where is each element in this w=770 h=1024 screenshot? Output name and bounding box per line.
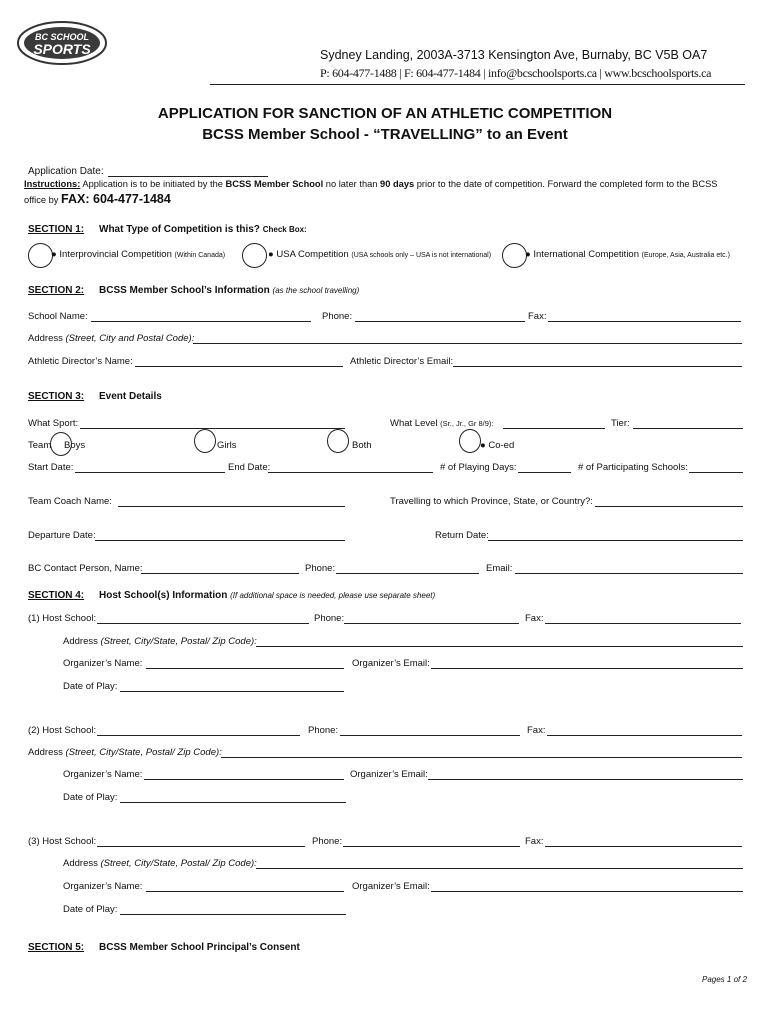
fax-number: FAX: 604-477-1484 — [61, 192, 171, 206]
host-2-address-word: Address — [28, 747, 63, 758]
host-3-address-label — [63, 858, 257, 869]
check-box-hint: Check Box: — [262, 225, 307, 234]
bc-contact-email-field[interactable] — [515, 573, 743, 574]
section-5-title: BCSS Member School Principal’s Consent — [99, 942, 300, 953]
svg-text:BC SCHOOL: BC SCHOOL — [35, 32, 89, 42]
host-2-org-name-label: Organizer’s Name: — [63, 769, 143, 780]
host-1-address-note: (Street, City/State, Postal/ Zip Code): — [100, 636, 257, 647]
host-2-org-name-field[interactable] — [144, 779, 344, 780]
ad-email-label: Athletic Director’s Email: — [350, 356, 454, 367]
school-name-field[interactable] — [91, 321, 311, 322]
bc-contact-email-label: Email: — [486, 563, 513, 574]
host-3-fax-label: Fax: — [525, 836, 544, 847]
header-contact: P: 604-477-1488 | F: 604-477-1484 | info@bcschoolsports.ca | www.bcschoolsports.ca — [320, 66, 712, 80]
host-2-label: (2) Host School: — [28, 725, 97, 736]
section-1-title — [99, 224, 307, 235]
what-level-note: (Sr., Jr., Gr 8/9): — [440, 419, 494, 428]
team-label: Team — [28, 440, 52, 451]
international-note: (Europe, Asia, Australia etc.) — [641, 252, 730, 259]
playing-days-label: # of Playing Days: — [440, 462, 517, 473]
usa-option — [268, 249, 491, 260]
section-4-label: SECTION 4: — [28, 590, 85, 601]
instructions-label: Instructions: — [24, 179, 81, 189]
host-2-phone-label: Phone: — [308, 725, 339, 736]
host-3-address-word: Address — [63, 858, 98, 869]
host-3-fax-field[interactable] — [545, 846, 742, 847]
boys-label: Boys — [64, 440, 86, 451]
interprovincial-option — [51, 249, 225, 260]
ad-name-field[interactable] — [135, 366, 343, 367]
host-1-org-name-field[interactable] — [146, 668, 344, 669]
host-1-org-name-label: Organizer’s Name: — [63, 658, 143, 669]
playing-days-field[interactable] — [518, 472, 571, 473]
section-4-title-text: Host School(s) Information — [99, 590, 228, 601]
end-date-field[interactable] — [268, 472, 433, 473]
coach-label: Team Coach Name: — [28, 496, 112, 507]
host-1-address-label — [63, 636, 257, 647]
usa-label: ● USA Competition — [268, 249, 349, 260]
section-5-label: SECTION 5: — [28, 942, 85, 953]
section-1-title-text: What Type of Competition is this? — [99, 224, 260, 235]
coed-label: ● Co-ed — [480, 440, 515, 451]
section-4-title — [99, 590, 435, 601]
both-label: Both — [352, 440, 372, 451]
host-2-org-email-field[interactable] — [428, 779, 743, 780]
tier-field[interactable] — [633, 428, 743, 429]
form-subtitle: BCSS Member School - “TRAVELLING” to an Event — [202, 126, 568, 143]
school-fax-field[interactable] — [548, 321, 741, 322]
host-3-org-email-field[interactable] — [431, 891, 743, 892]
logo-emblem — [17, 20, 107, 66]
departure-label: Departure Date: — [28, 530, 96, 541]
participating-schools-label: # of Participating Schools: — [578, 462, 688, 473]
host-1-address-field[interactable] — [256, 646, 743, 647]
host-3-date-label: Date of Play: — [63, 904, 118, 915]
host-3-org-email-label: Organizer’s Email: — [352, 881, 430, 892]
girls-label: Girls — [217, 440, 237, 451]
host-3-date-field[interactable] — [120, 914, 346, 915]
bcss-logo — [17, 20, 107, 66]
tier-label: Tier: — [611, 418, 630, 429]
bc-contact-label: BC Contact Person, Name: — [28, 563, 143, 574]
ad-name-label: Athletic Director’s Name: — [28, 356, 133, 367]
section-3-title: Event Details — [99, 391, 162, 402]
host-3-address-field[interactable] — [256, 868, 743, 869]
school-phone-field[interactable] — [355, 321, 525, 322]
host-1-field[interactable] — [97, 623, 309, 624]
section-2-label: SECTION 2: — [28, 285, 85, 296]
host-1-label: (1) Host School: — [28, 613, 97, 624]
host-3-field[interactable] — [97, 846, 305, 847]
host-3-org-name-field[interactable] — [146, 891, 344, 892]
usa-note: (USA schools only – USA is not international) — [351, 252, 492, 259]
travelling-field[interactable] — [595, 506, 743, 507]
host-2-org-email-label: Organizer’s Email: — [350, 769, 428, 780]
school-address-label — [28, 333, 194, 344]
boys-checkbox[interactable] — [50, 432, 72, 456]
start-date-label: Start Date: — [28, 462, 74, 473]
girls-checkbox[interactable] — [194, 429, 216, 453]
usa-checkbox[interactable] — [242, 243, 267, 268]
what-level-field[interactable] — [503, 428, 605, 429]
address-word: Address — [28, 333, 63, 344]
interprovincial-checkbox[interactable] — [28, 243, 53, 268]
school-phone-label: Phone: — [322, 311, 353, 322]
host-1-fax-label: Fax: — [525, 613, 544, 624]
address-note: (Street, City and Postal Code): — [65, 333, 195, 344]
page-number: Pages 1 of 2 — [702, 975, 747, 984]
host-3-label: (3) Host School: — [28, 836, 97, 847]
header-address: Sydney Landing, 2003A-3713 Kensington Ave, Burnaby, BC V5B OA7 — [320, 48, 708, 62]
return-label: Return Date: — [435, 530, 489, 541]
participating-schools-field[interactable] — [689, 472, 743, 473]
host-2-date-label: Date of Play: — [63, 792, 118, 803]
international-checkbox[interactable] — [502, 243, 527, 268]
start-date-field[interactable] — [75, 472, 225, 473]
host-3-phone-field[interactable] — [343, 846, 520, 847]
host-2-fax-field[interactable] — [547, 735, 742, 736]
application-date-field[interactable] — [108, 176, 268, 177]
host-1-org-email-label: Organizer’s Email: — [352, 658, 430, 669]
section-2-title-text: BCSS Member School’s Information — [99, 285, 270, 296]
section-3-label: SECTION 3: — [28, 391, 85, 402]
travelling-label: Travelling to which Province, State, or Country?: — [390, 496, 593, 507]
instructions — [24, 179, 718, 189]
instructions-text-2: no later than — [323, 179, 381, 189]
section-2-note: (as the school travelling) — [272, 286, 360, 295]
what-sport-label: What Sport: — [28, 418, 79, 429]
instructions-text-3: prior to the date of competition. Forward the completed form to the BCSS — [414, 179, 718, 189]
host-1-phone-field[interactable] — [344, 623, 519, 624]
school-name-label: School Name: — [28, 311, 88, 322]
coach-field[interactable] — [118, 506, 345, 507]
section-2-title — [99, 285, 359, 296]
host-2-address-note: (Street, City/State, Postal/ Zip Code): — [65, 747, 222, 758]
svg-text:SPORTS: SPORTS — [33, 41, 91, 57]
bc-contact-phone-field[interactable] — [336, 573, 479, 574]
interprovincial-note: (Within Canada) — [174, 252, 226, 259]
host-2-address-label — [28, 747, 222, 758]
coed-checkbox[interactable] — [459, 429, 481, 453]
host-3-org-name-label: Organizer’s Name: — [63, 881, 143, 892]
host-2-address-field[interactable] — [221, 757, 742, 758]
office-by-text: office by — [24, 195, 62, 205]
host-3-phone-label: Phone: — [312, 836, 343, 847]
section-1-label: SECTION 1: — [28, 224, 85, 235]
host-3-address-note: (Street, City/State, Postal/ Zip Code): — [100, 858, 257, 869]
form-title: APPLICATION FOR SANCTION OF AN ATHLETIC COMPETITION — [157, 105, 613, 122]
school-address-field[interactable] — [193, 343, 742, 344]
end-date-label: End Date: — [228, 462, 271, 473]
host-2-phone-field[interactable] — [340, 735, 520, 736]
bc-contact-phone-label: Phone: — [305, 563, 336, 574]
school-fax-label: Fax: — [528, 311, 547, 322]
instructions-text-1: Application is to be initiated by the — [80, 179, 226, 189]
instructions-bold-2: 90 days — [380, 179, 415, 189]
host-1-phone-label: Phone: — [314, 613, 345, 624]
application-date-label: Application Date: — [28, 166, 104, 177]
what-level-word: What Level — [390, 418, 438, 429]
instructions-bold-1: BCSS Member School — [225, 179, 324, 189]
both-checkbox[interactable] — [327, 429, 349, 453]
host-2-date-field[interactable] — [120, 802, 346, 803]
ad-email-field[interactable] — [453, 366, 742, 367]
section-4-note: (If additional space is needed, please use separate sheet) — [230, 591, 436, 600]
header-rule — [210, 84, 745, 85]
host-1-date-field[interactable] — [120, 691, 344, 692]
what-level-label — [390, 418, 494, 429]
host-1-address-word: Address — [63, 636, 98, 647]
departure-field[interactable] — [95, 540, 345, 541]
host-2-field[interactable] — [97, 735, 300, 736]
what-sport-field[interactable] — [80, 428, 345, 429]
international-option — [525, 249, 730, 260]
return-field[interactable] — [488, 540, 743, 541]
host-2-fax-label: Fax: — [527, 725, 546, 736]
host-1-date-label: Date of Play: — [63, 681, 118, 692]
international-label: ● International Competition — [525, 249, 639, 260]
host-1-org-email-field[interactable] — [431, 668, 743, 669]
host-1-fax-field[interactable] — [545, 623, 741, 624]
bc-contact-field[interactable] — [141, 573, 299, 574]
instructions-line-2 — [24, 190, 171, 208]
interprovincial-label: ● Interprovincial Competition — [51, 249, 172, 260]
